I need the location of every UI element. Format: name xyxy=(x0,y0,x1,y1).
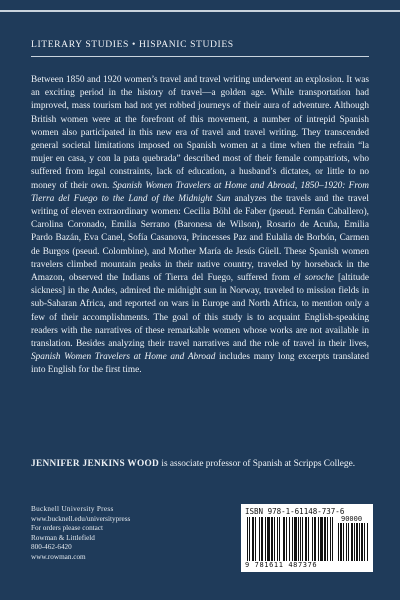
barcode-bar xyxy=(348,523,349,561)
barcode-bar xyxy=(361,523,363,561)
barcode-bar xyxy=(286,517,287,561)
description-part-4: includes many long excerpts translated into English for the first time. xyxy=(31,352,369,376)
barcode-bar xyxy=(338,523,339,561)
soroche-term: el soroche xyxy=(293,273,334,284)
barcode-bar xyxy=(249,517,250,561)
barcode-bar xyxy=(327,517,328,561)
author-name: JENNIFER JENKINS WOOD xyxy=(31,459,160,469)
barcode-bar xyxy=(274,517,275,561)
ean-barcode-bars xyxy=(247,517,333,561)
barcode-bar xyxy=(332,517,333,561)
category-rule xyxy=(31,56,369,57)
barcode-bar xyxy=(265,517,266,561)
book-description xyxy=(31,74,369,378)
barcode-digits: 9 781611 487376 xyxy=(245,561,318,569)
barcode-bar xyxy=(343,523,344,561)
barcode-bar xyxy=(259,517,260,561)
publisher-name: Bucknell University Press xyxy=(31,505,114,513)
barcode-bar xyxy=(346,523,347,561)
barcode-bar xyxy=(354,523,355,561)
barcode-bar xyxy=(294,517,297,561)
distributor-phone: 800-462-6420 xyxy=(31,543,72,552)
barcode-bar xyxy=(312,517,313,561)
isbn-label: ISBN 978-1-61148-737-6 xyxy=(245,507,345,516)
author-bio-text: is associate professor of Spanish at Scripps College. xyxy=(159,459,356,469)
barcode-bar xyxy=(314,517,316,561)
barcode-bar xyxy=(320,517,323,561)
distributor-url: www.rowman.com xyxy=(31,552,86,561)
description-part-3: [altitude sickness] in the Andes, admired the midnight sun in Norway, traveled to mission fields in sub-Saharan Africa, and reported on wars in Europe and North Africa, to mention only a few of their accomplishments. The goal of this study is to acquaint English-speaking readers with the narratives of these remarkable women whose works are not available in translation. Besides analyzing their travel narratives and the role of travel in their lives, xyxy=(31,273,370,350)
book-title-full: Spanish Women Travelers at Home and Abroad, 1850–1920: From Tierra del Fuego to the Land of the Midnight Sun xyxy=(31,180,369,204)
description-part-2: analyzes the travels and the travel writing of eleven extraordinary women: Cecilia Böhl de Faber (pseud. Fernán Caballero), Carolina Coronado, Emilia Serrano (Baronesa de Wilson), Rosario de Acuña, Emilia Pardo Bazán, Eva Canel, Sofía Casanova, Princesses Paz and Eulalia de Borbón, Carmen de Burgos (pseud. Colombine), and Mother María de Jesús Güell. These Spanish women travelers climbed mountain peaks in their native country, traveled by horseback in the Amazon, observed the Indians of Tierra del Fuego, suffered from xyxy=(31,193,369,284)
barcode-bar xyxy=(271,517,273,561)
barcode-bar xyxy=(292,517,293,561)
barcode-bar xyxy=(261,517,263,561)
top-rule xyxy=(0,10,400,12)
description-part-1: Between 1850 and 1920 women’s travel and travel writing underwent an explosion. It was an exciting period in the history of travel—a golden age. While transportation had improved, mass tourism had not yet robbed journeys of their aura of adventure. Although British women were at the forefront of this movement, a number of intrepid Spanish women also participated in this new era of travel and travel writing. They transcended general societal limitations imposed on Spanish women at a time when the refrain “la mujer en casa, y con la pata quebrada” described most of their female compatriots, who suffered from legal constraints, lack of education, a husband’s dictates, or little to no money of their own. xyxy=(31,75,369,191)
barcode-bar xyxy=(279,517,280,561)
price-addon-number: 90000 xyxy=(341,515,363,523)
barcode-bar xyxy=(300,517,301,561)
distributor-name: Rowman & Littlefield xyxy=(31,533,95,542)
barcode-bar xyxy=(351,523,353,561)
barcode-bar xyxy=(277,517,278,561)
barcode-bar xyxy=(298,517,299,561)
barcode-bar xyxy=(356,523,358,561)
barcode-bar xyxy=(302,517,303,561)
category-label: LITERARY STUDIES • HISPANIC STUDIES xyxy=(31,39,234,50)
barcode-bar xyxy=(359,523,360,561)
isbn-barcode xyxy=(241,504,373,572)
barcode-bar xyxy=(267,517,270,561)
barcode-bar xyxy=(305,517,307,561)
barcode-bar xyxy=(255,517,256,561)
barcode-bar xyxy=(289,517,290,561)
barcode-bar xyxy=(340,523,342,561)
book-title-short: Spanish Women Travelers at Home and Abroad xyxy=(31,352,216,363)
author-bio xyxy=(31,458,369,471)
barcode-bar xyxy=(283,517,285,561)
barcode-bar xyxy=(324,517,326,561)
publisher-url: www.bucknell.edu/universitypress xyxy=(31,514,131,523)
publisher-info xyxy=(31,505,211,563)
barcode-bar xyxy=(367,523,368,561)
barcode-bar xyxy=(308,517,309,561)
barcode-bar xyxy=(364,523,365,561)
barcode-bar xyxy=(330,517,331,561)
orders-label: For orders please contact xyxy=(31,524,104,533)
addon-barcode-bars xyxy=(338,523,368,561)
barcode-bar xyxy=(318,517,319,561)
barcode-bar xyxy=(247,517,248,561)
barcode-bar xyxy=(252,517,254,561)
